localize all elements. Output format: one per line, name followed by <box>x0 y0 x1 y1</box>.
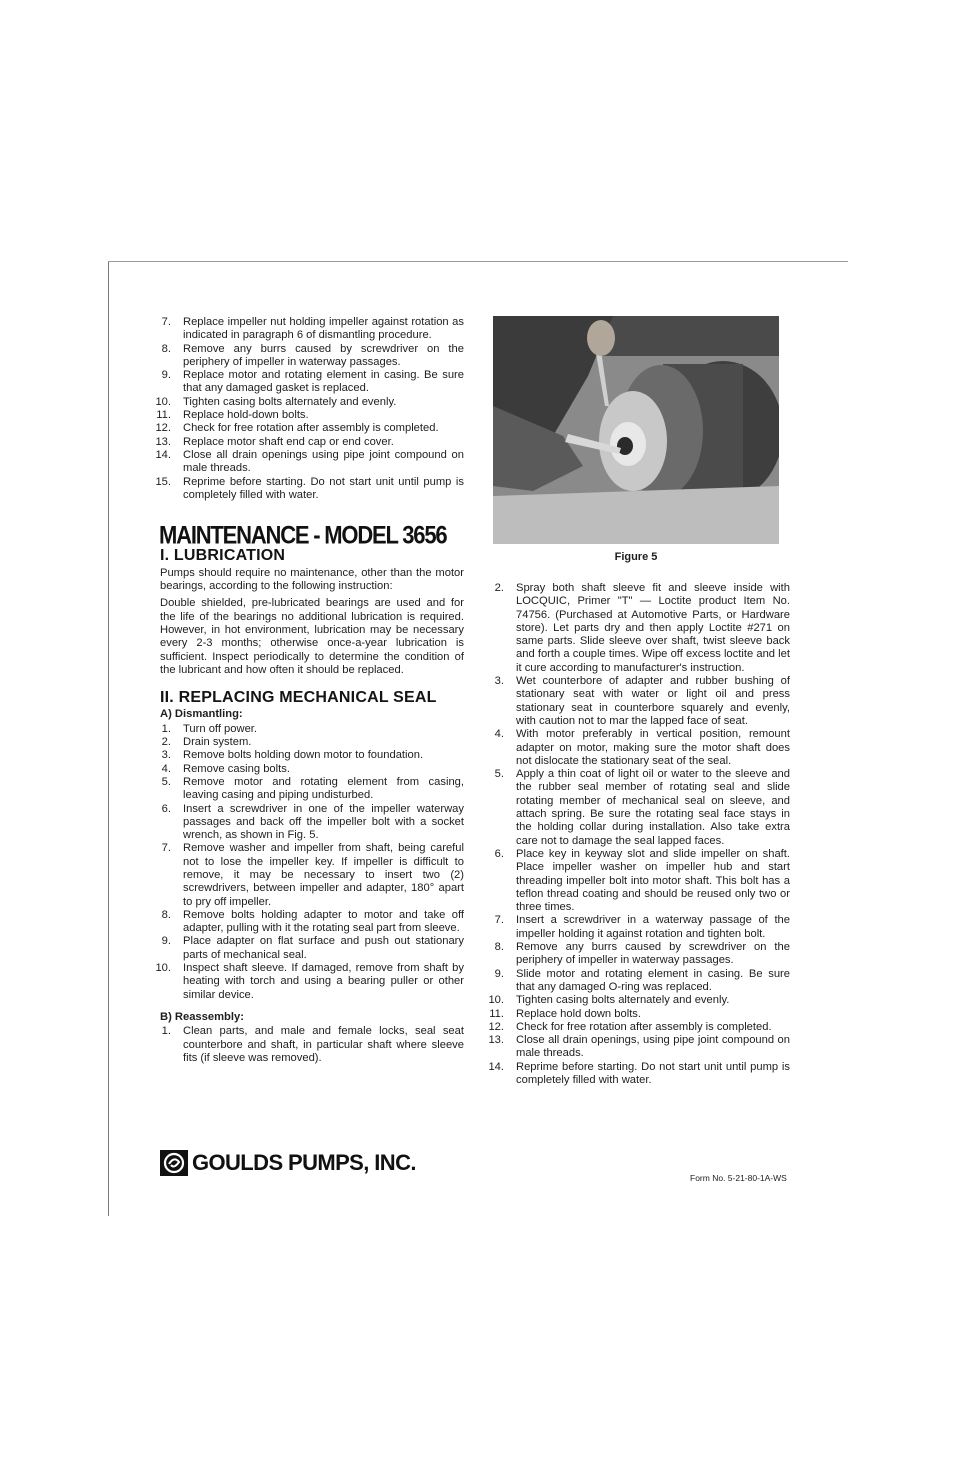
list-item: 13. Replace motor shaft end cap or end cover. <box>155 435 394 448</box>
list-item: 7. Replace impeller nut holding impeller against rotation as indicated in paragraph 6 of dismantling procedure. <box>161 316 464 342</box>
list-item: 12. Check for free rotation after assembly is completed. <box>155 422 439 435</box>
list-item: 10. Tighten casing bolts alternately and evenly. <box>155 395 397 408</box>
reassembly-first-step-list <box>160 1025 464 1065</box>
dismantling-steps-list <box>155 722 464 1002</box>
page-left-edge <box>108 262 109 1216</box>
reassembly-steps-list <box>488 582 790 1087</box>
list-item: 7. Remove washer and impeller from shaft, being careful not to lose the impeller key. If impeller is difficult to remove, it may be necessary to insert two (2) screwdrivers, between impeller and adapter, 180° apart to pry off impeller. <box>161 842 464 908</box>
left-column <box>155 316 464 1065</box>
lubrication-heading: I. LUBRICATION <box>160 547 286 565</box>
list-item: 11. Replace hold-down bolts. <box>156 409 309 422</box>
list-item: 2. Spray both shaft sleeve fit and sleeve inside with LOCQUIC, Primer "T" — Loctite product Item No. 74756. (Purchased at Automotive Parts, or Hardware store). Let parts dry and then apply Loctite #271 on same parts. Slide sleeve over shaft, twist sleeve back and forth a couple times. Wipe off excess loctite and let it cure according to manufacturer's instruction. <box>494 582 790 674</box>
maintenance-title: MAINTENANCE - MODEL 3656 <box>159 521 447 550</box>
continued-steps-list <box>155 316 464 502</box>
goulds-logo-icon <box>160 1150 188 1176</box>
list-item: 14. Reprime before starting. Do not start unit until pump is completely filled with water. <box>488 1060 790 1086</box>
list-item: 15. Reprime before starting. Do not start unit until pump is completely filled with water. <box>155 475 464 501</box>
list-item: 8. Remove any burrs caused by screwdriver on the periphery of impeller in waterway passages. <box>494 941 790 967</box>
list-item: 6. Insert a screwdriver in one of the impeller waterway passages and back off the impeller bolt with a socket wrench, as shown in Fig. 5. <box>161 802 464 842</box>
list-item: 8. Remove bolts holding adapter to motor and take off adapter, pulling with it the rotating seal part from sleeve. <box>161 908 464 935</box>
reassembly-label: B) Reassembly: <box>160 1010 244 1023</box>
list-item: 2. Drain system. <box>161 736 252 749</box>
list-item: 4. With motor preferably in vertical position, remount adapter on motor, making sure the motor shaft does not dislocate the stationary seat of the seal. <box>494 728 790 767</box>
list-item: 1. Clean parts, and male and female locks, seal seat counterbore and shaft, in particular shaft where sleeve fits (if sleeve was removed). <box>161 1025 464 1064</box>
company-logo <box>160 1150 416 1176</box>
list-item: 7. Insert a screwdriver in a waterway passage of the impeller holding it against rotation and tighten bolt. <box>494 914 790 940</box>
list-item: 8. Remove any burrs caused by screwdriver on the periphery of impeller in waterway passages. <box>161 342 464 368</box>
list-item: 13. Close all drain openings, using pipe joint compound on male threads. <box>488 1034 790 1060</box>
figure-5-photo <box>493 316 779 544</box>
list-item: 5. Remove motor and rotating element from casing, leaving casing and piping undisturbed. <box>161 775 464 802</box>
right-column <box>488 582 790 1087</box>
list-item: 6. Place key in keyway slot and slide impeller on shaft. Place impeller washer on impeller hub and start threading impeller bolt into motor shaft. This bolt has a teflon thread coating and should be reused only two or three times. <box>494 847 790 914</box>
list-item: 3. Wet counterbore of adapter and rubber bushing of stationary seat with water or light oil and press stationary seat in counterbore squarely and evenly, with caution not to mar the lapped face of seat. <box>494 675 790 727</box>
list-item: 14. Close all drain openings using pipe joint compound on male threads. <box>155 448 464 475</box>
lubrication-paragraph-1: Pumps should require no maintenance, other than the motor bearings, according to the following instruction: <box>160 566 464 593</box>
company-name: GOULDS PUMPS, INC. <box>192 1150 416 1175</box>
figure-caption: Figure 5 <box>614 551 658 563</box>
list-item: 1. Turn off power. <box>161 722 258 735</box>
list-item: 9. Place adapter on flat surface and push out stationary parts of mechanical seal. <box>161 935 464 961</box>
pump-motor-photo-illustration <box>493 316 779 544</box>
list-item: 12. Check for free rotation after assembly is completed. <box>488 1020 772 1033</box>
list-item: 5. Apply a thin coat of light oil or water to the sleeve and the rubber seal member of rotating seal and slide rotating member of mechanical seal on sleeve, and attach spring. Be sure the rotating seal face stays in the holding collar during installation. Also take extra care not to damage the seal lapped faces. <box>494 768 790 847</box>
list-item: 9. Slide motor and rotating element in casing. Be sure that any damaged O-ring was replaced. <box>494 967 790 993</box>
lubrication-paragraph-2: Double shielded, pre-lubricated bearings are used and for the life of the bearings no additional lubrication is required. However, in hot environment, lubrication may be necessary every 2-3 months; otherwise once-a-year lubrication is sufficient. Inspect periodically to determine the condition of the lubricant and how often it should be replaced. <box>160 597 464 676</box>
page-top-rule <box>108 261 848 262</box>
list-item: 10. Inspect shaft sleeve. If damaged, remove from shaft by heating with torch and using a bearing puller or other similar device. <box>155 962 464 1001</box>
dismantling-label: A) Dismantling: <box>160 708 243 721</box>
list-item: 11. Replace hold down bolts. <box>489 1007 642 1020</box>
form-number: Form No. 5-21-80-1A-WS <box>690 1173 787 1183</box>
list-item: 9. Replace motor and rotating element in casing. Be sure that any damaged gasket is replaced. <box>161 369 464 395</box>
seal-heading: II. REPLACING MECHANICAL SEAL <box>160 689 437 707</box>
list-item: 3. Remove bolts holding down motor to foundation. <box>161 749 424 762</box>
list-item: 10. Tighten casing bolts alternately and evenly. <box>488 994 730 1007</box>
list-item: 4. Remove casing bolts. <box>161 762 290 775</box>
